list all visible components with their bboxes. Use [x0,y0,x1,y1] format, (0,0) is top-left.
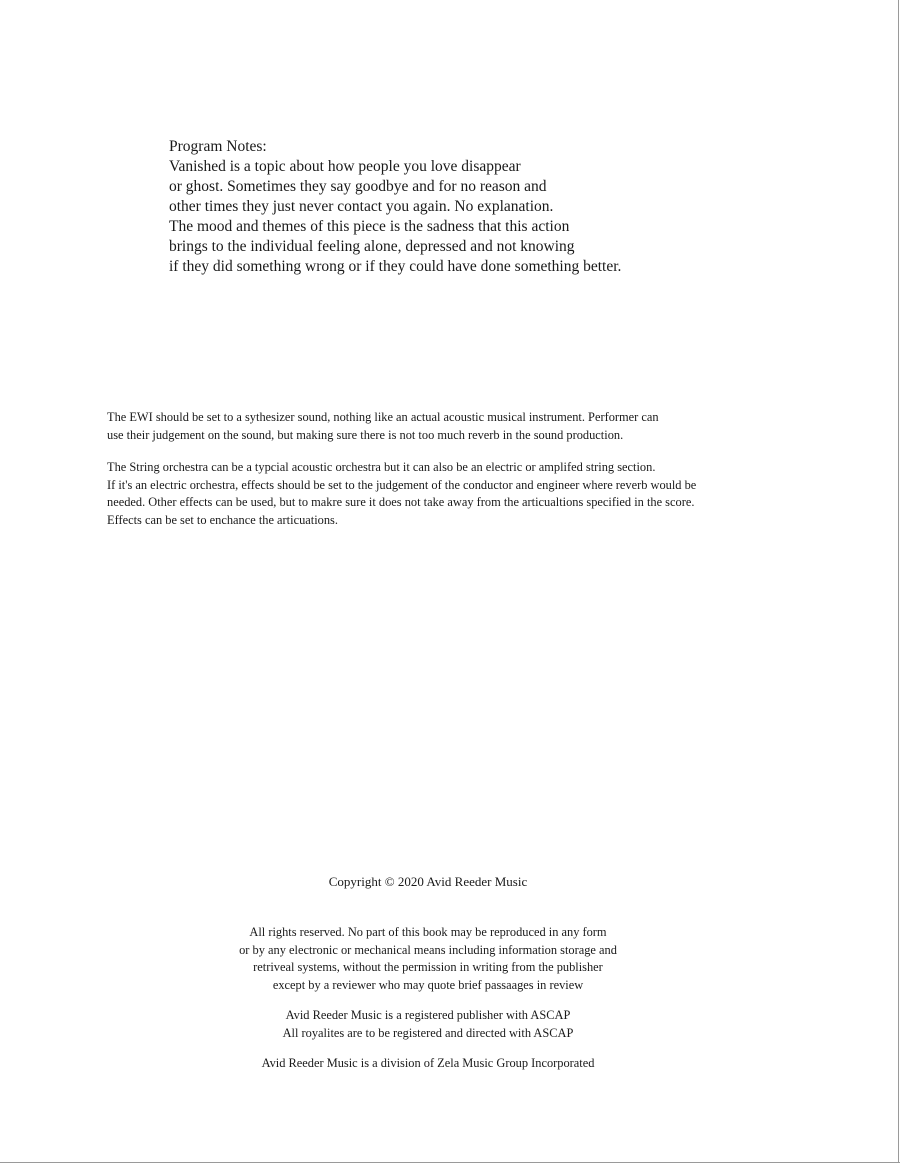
rights-line: or by any electronic or mechanical means including information storage and [239,942,617,957]
rights-line: retriveal systems, without the permission in writing from the publisher [253,960,603,974]
string-note-line: Effects can be set to enchance the articuations. [107,512,338,527]
rights-reserved [0,924,856,994]
publisher-info [0,1007,856,1042]
string-note-line: needed. Other effects can be used, but to makre sure it does not take away from the articualtions specified in the score. [107,495,695,509]
program-notes-line: other times they just never contact you again. No explanation. [169,198,554,215]
division-info [0,1055,856,1073]
publisher-line: All royalites are to be registered and directed with ASCAP [282,1025,574,1040]
program-notes-line: Vanished is a topic about how people you love disappear [169,158,521,175]
instrument-notes [107,409,847,544]
string-orchestra-note [107,459,847,529]
string-note-line: If it's an electric orchestra, effects should be set to the judgement of the conductor and engineer where reverb would be [107,477,697,492]
division-line: Avid Reeder Music is a division of Zela Music Group Incorporated [261,1056,595,1070]
program-notes-line: or ghost. Sometimes they say goodbye and for no reason and [169,178,547,195]
program-notes-line: The mood and themes of this piece is the sadness that this action [169,218,570,235]
program-notes-heading: Program Notes: [169,138,267,155]
page-edge-right [898,0,899,1162]
rights-section [0,924,856,1086]
publisher-line: Avid Reeder Music is a registered publisher with ASCAP [285,1008,571,1022]
program-notes-line: if they did something wrong or if they could have done something better. [169,258,622,275]
program-notes-line: brings to the individual feeling alone, depressed and not knowing [169,238,575,255]
ewi-note [107,409,847,444]
ewi-note-line: The EWI should be set to a sythesizer sound, nothing like an actual acoustic musical instrument. Performer can [107,410,659,424]
rights-line: All rights reserved. No part of this book may be reproduced in any form [249,925,607,939]
program-notes [169,137,729,277]
copyright-notice: Copyright © 2020 Avid Reeder Music [328,874,528,889]
page-edge-bottom [0,1162,900,1163]
string-note-line: The String orchestra can be a typcial acoustic orchestra but it can also be an electric or amplifed string section. [107,460,656,474]
ewi-note-line: use their judgement on the sound, but making sure there is not too much reverb in the sound production. [107,427,624,442]
rights-line: except by a reviewer who may quote brief passaages in review [272,977,584,992]
